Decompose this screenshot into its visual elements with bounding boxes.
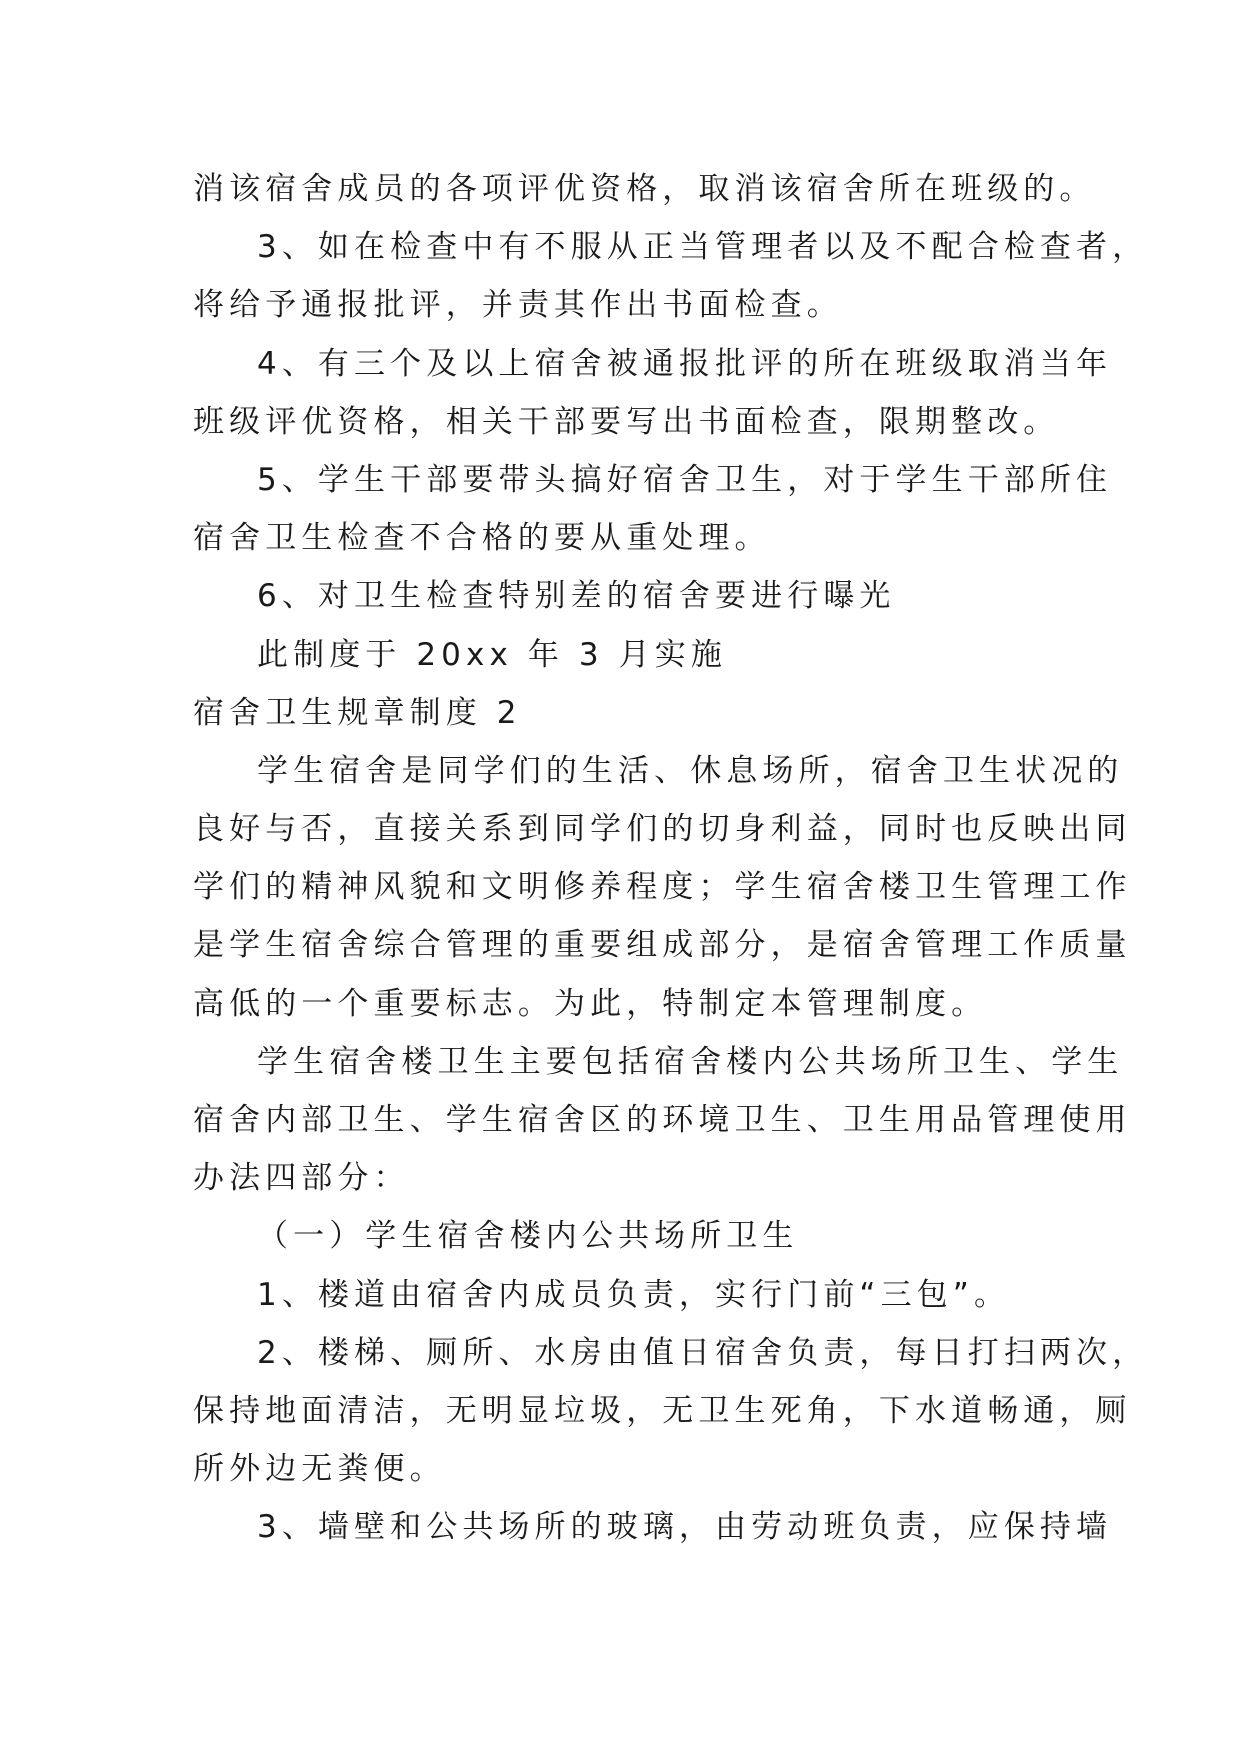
text-line: 学们的精神风貌和文明修养程度；学生宿舍楼卫生管理工作 [193,869,1132,906]
text-line: 所外边无粪便。 [193,1451,446,1488]
text-line: 3、墙壁和公共场所的玻璃，由劳动班负责，应保持墙 [257,1509,1113,1546]
text-line: 学生宿舍是同学们的生活、休息场所，宿舍卫生状况的 [257,752,1124,789]
section-heading: 宿舍卫生规章制度 2 [193,694,522,731]
text-line: 1、楼道由宿舍内成员负责，实行门前“三包”。 [257,1276,1011,1313]
text-line: 5、学生干部要带头搞好宿舍卫生，对于学生干部所住 [257,461,1113,498]
text-line: 宿舍卫生检查不合格的要从重处理。 [193,520,771,557]
text-line: 保持地面清洁，无明显垃圾，无卫生死角，下水道畅通，厕 [193,1392,1132,1429]
text-line: 学生宿舍楼卫生主要包括宿舍楼内公共场所卫生、学生 [257,1043,1124,1080]
subsection-heading: （一）学生宿舍楼内公共场所卫生 [257,1218,799,1255]
text-line: 班级评优资格，相关干部要写出书面检查，限期整改。 [193,403,1060,440]
text-line: 良好与否，直接关系到同学们的切身利益，同时也反映出同 [193,811,1132,848]
text-line: 6、对卫生检查特别差的宿舍要进行曝光 [257,578,896,615]
text-line: 此制度于 20xx 年 3 月实施 [257,636,727,673]
text-line: 消该宿舍成员的各项评优资格，取消该宿舍所在班级的。 [193,171,1096,207]
text-line: 宿舍内部卫生、学生宿舍区的环境卫生、卫生用品管理使用 [193,1102,1132,1138]
text-line: 3、如在检查中有不服从正当管理者以及不配合检查者， [257,229,1149,266]
text-line: 2、楼梯、厕所、水房由值日宿舍负责，每日打扫两次， [257,1334,1149,1371]
document-body [193,160,1149,1557]
text-line: 高低的一个重要标志。为此，特制定本管理制度。 [193,985,988,1022]
text-line: 将给予通报批评，并责其作出书面检查。 [193,287,843,324]
text-line: 办法四部分： [193,1160,410,1197]
text-line: 是学生宿舍综合管理的重要组成部分，是宿舍管理工作质量 [193,927,1132,964]
text-line: 4、有三个及以上宿舍被通报批评的所在班级取消当年 [257,345,1113,382]
